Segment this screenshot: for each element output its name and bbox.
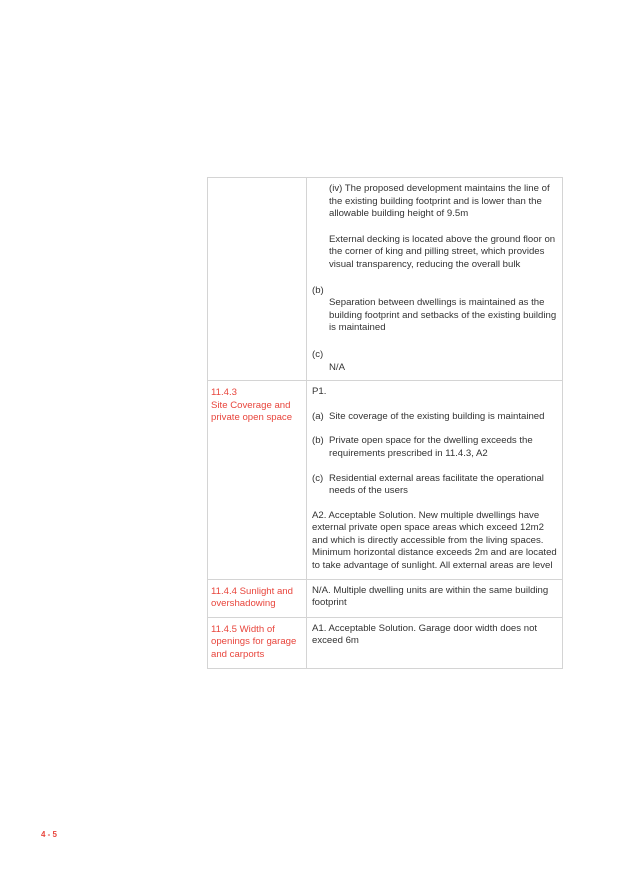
section-heading-11-4-5: 11.4.5 Width of openings for garage and carports [208, 617, 307, 668]
row-content [307, 381, 563, 580]
item-b-label: (b) [312, 284, 324, 296]
item-label: (b) [312, 435, 324, 447]
item-label: (c) [312, 472, 324, 484]
item-text: Residential external areas facilitate the operational needs of the users [329, 472, 544, 497]
p1-label: P1. [312, 386, 327, 398]
row-heading [208, 178, 307, 381]
paragraph-iv: (iv) The proposed development maintains the line of the existing building footprint and is lower than the allowable building height of 9.5m [329, 183, 550, 220]
item-b-text: Separation between dwellings is maintained as the building footprint and setbacks of the existing building is maintained [329, 297, 557, 334]
section-heading-11-4-4: 11.4.4 Sunlight and overshadowing [208, 579, 307, 617]
item-text: Site coverage of the existing building is maintained [329, 410, 545, 422]
list-item [312, 473, 558, 498]
item-text: Private open space for the dwelling exceeds the requirements prescribed in 11.4.3, A2 [329, 435, 533, 459]
table-row [208, 381, 563, 580]
item-c-text: N/A [329, 361, 345, 373]
item-c-label: (c) [312, 348, 324, 360]
table-row [208, 617, 563, 668]
table-row [208, 178, 563, 381]
row-content: N/A. Multiple dwelling units are within the same building footprint [307, 579, 563, 617]
row-content [307, 178, 563, 381]
item-label: (a) [312, 410, 324, 422]
acceptable-solution-a2: A2. Acceptable Solution. New multiple dwellings have external private open space areas which exceed 12m2 and which is directly accessible from the living spaces. Minimum horizontal distance exceeds 2m and are located to take advantage of sunlight. All external areas are level [312, 509, 557, 572]
list-item [312, 411, 558, 424]
paragraph-decking: External decking is located above the ground floor on the corner of king and pilling street, which provides visual transparency, reducing the overall bulk [329, 233, 556, 270]
row-content: A1. Acceptable Solution. Garage door width does not exceed 6m [307, 617, 563, 668]
page-number: 4 - 5 [41, 830, 58, 839]
table-row [208, 579, 563, 617]
compliance-table [207, 177, 563, 669]
list-item [312, 435, 558, 460]
section-heading-11-4-3: 11.4.3 Site Coverage and private open space [208, 381, 307, 580]
